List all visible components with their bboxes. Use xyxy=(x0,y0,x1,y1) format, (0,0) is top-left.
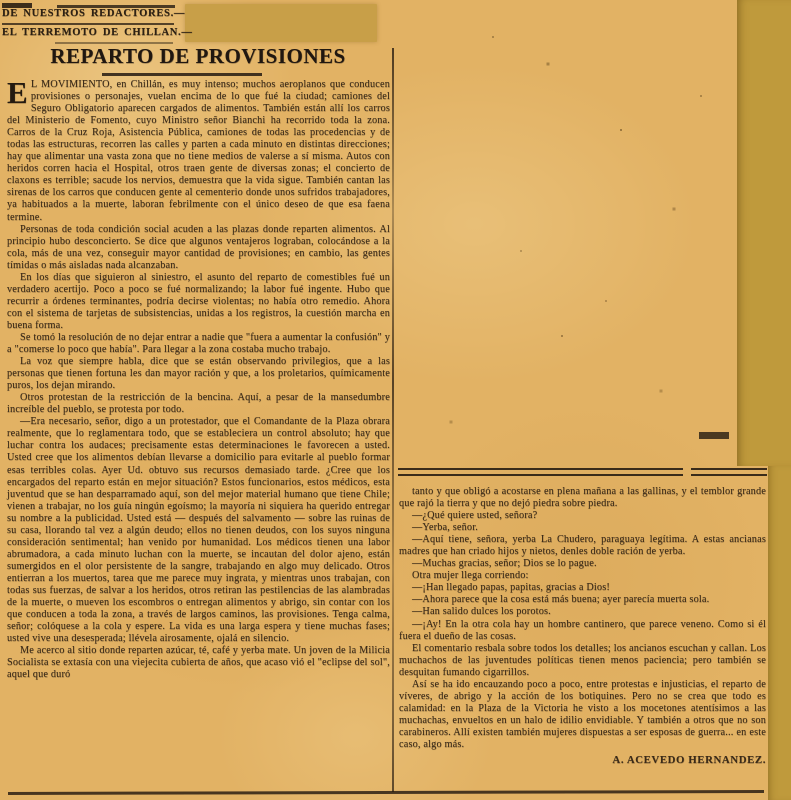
article-paragraph: —Aquí tiene, señora, yerba La Chudero, paraguaya legítima. A estas ancianas madres que han criado hijos y nietos, denles doble ración de yerba. xyxy=(399,534,766,558)
article-paragraph: —Muchas gracias, señor; Dios se lo pague. xyxy=(412,558,597,570)
article-paragraph: —Era necesario, señor, digo a un protestador, que el Comandante de la Plaza obrara realmente, que lo reglamentara todo, que se estableciera un control absoluto; hay que luchar contra los audaces; precisamente estas determinaciones le favorecen a usted. Usted cree que los alimentos debían llevarse a domicilio para evitarle al pueblo formar esas terribles colas. Ayer Ud. obtuvo sus recursos demasiado tarde. ¿Cree que los encargados del reparto están en mejor situación? Estos funcionarios, estos médicos, esta juventud que se han desparramado aquí, son del mejor material humano que tiene Chile; vienen a trabajar, no los guía ningún egoísmo; la mayoría ni siquiera ha querido entregar su nombre a la publicidad. Usted está — después del salvamento — sobre las ruinas de su casa, llorando tal vez a algún deudo; ellos no tienen deudos, con los suyos ninguna consideración sentimental; han venido por humanidad. Los médicos tienen una labor abrumadora, a cada minuto luchan con la muerte, se incautan del dolor ajeno, están sumergidos en el olor persistente de la sangre, trabajando en algo muy delicado. Otros entierran a los muertos, tarea que me parece muy ingrata, y mientras unos trabajan, con todas sus fuerzas, de salvar a los heridos, otros retiran las pestilencias de las alambradas de la muerte, o mueven los escombros o entregan alimentos y abrigo, sin contar con los que conducen a toda la zona, a través de largos caminos, las provisiones. Tenga calma, señor; colóquese a la cola y espere. La vida es una larga espera y tiene muchas fases; usted vive una desesperada; llévela airosamente, ojalá en silencio. xyxy=(7,416,390,645)
article-paragraph: Otros protestan de la restricción de la bencina. Aquí, a pesar de la mansedumbre increíble del pueblo, se protesta por todo. xyxy=(7,392,390,416)
article-paragraph: —Yerba, señor. xyxy=(412,522,478,534)
article-paragraph: La voz que siempre habla, dice que se están observando privilegios, que a las personas que tienen fortuna les dan mayor ración y que, a los proletarios, químicamente puros, los dejan mirando. xyxy=(7,356,390,392)
drop-cap-letter: E xyxy=(7,75,28,110)
headline-rule xyxy=(102,73,262,76)
byline: A. ACEVEDO HERNANDEZ. xyxy=(612,754,766,767)
article-paragraph: —¡Han llegado papas, papitas, gracias a Dios! xyxy=(412,582,610,594)
article-paragraph: —¡Ay! En la otra cola hay un hombre cantinero, que parece veneno. Como si él fuera el dueño de las cosas. xyxy=(399,618,766,642)
kicker-de-nuestros-redactores: DE NUESTROS REDACTORES.— xyxy=(2,8,186,19)
section-divider-double-rule xyxy=(398,468,683,476)
article-paragraph: Personas de toda condición social acuden a las plazas donde reparten alimentos. Al principio hubo desconcierto. Se dice que algunos ventajeros lograban, colocándose a la cola, más de una vez, conseguir mayor cantidad de provisiones; en cambio, las gentes tímidas o más aisladas nada alcanzaban. xyxy=(7,223,390,271)
headline: REPARTO DE PROVISIONES xyxy=(50,44,346,68)
kicker-rule-middle xyxy=(2,23,174,25)
section-divider-double-rule-short xyxy=(691,468,767,476)
article-right-column xyxy=(399,486,766,766)
article-paragraph: En los días que siguieron al siniestro, el asunto del reparto de comestibles fué un verdadero acertijo. Poco a poco se fué normalizando; la labor fué ingente. Hubo que recurrir a órdenes terminantes, podría decirse violentas; no había otro remedio. Ahora con el sistema de tarjetas de subsistencias, unidas a los registros, la cuestión marcha en buena forma. xyxy=(7,271,390,331)
article-paragraph: Me acerco al sitio donde reparten azúcar, té, café y yerba mate. Un joven de la Milicia Socialista se extasía con una viejecita cubierta de años, que acaso vió el "eclipse del sol", aquel que duró xyxy=(7,645,390,681)
kicker-el-terremoto-de-chillan: EL TERREMOTO DE CHILLAN.— xyxy=(2,27,193,38)
article-paragraph: Se tomó la resolución de no dejar entrar a nadie que "fuera a aumentar la confusión" y a "comerse lo poco que había". Para llegar a la zona costaba mucho trabajo. xyxy=(7,331,390,356)
ink-fragment-bar xyxy=(699,432,729,439)
article-paragraph: —Ahora parece que la cosa está más buena; ayer parecía muerta sola. xyxy=(412,594,710,606)
article-paragraph: tanto y que obligó a acostarse en plena mañana a las gallinas, y el temblor grande que rajó la tierra y que no dejó piedra sobre piedra. xyxy=(399,486,766,510)
lead-paragraph: E L MOVIMIENTO, en Chillán, es muy intenso; muchos aeroplanos que conducen provisiones o personajes, vuelan encima de lo que fué la ciudad; camiones del Seguro Obligatorio aparecen cargados de alimentos. También están allí los carros del Ministerio de Fomento, cuyo Ministro señor Bianchi ha recorrido toda la zona. Carros de la Cruz Roja, Asistencia Pública, camiones de todas las procedencias y de todas las estructuras, recorren las calles y parten a cada minuto en distintas direcciones; hay que alimentar una vasta zona que no tiene medios de valerse a sí misma. Autos con heridos corren hacia el Hospital, otros traen gente de diversas zonas; el concierto de claxons es terrible; sacude los nervios, demuestra que la vida sigue. También cantan las sirenas de los carros que conducen gente al cementerio donde unos sufridos trabajadores, ya habituados a la muerte, laboran febrilmente con el único deseo de que esa faena termine. xyxy=(7,75,390,223)
article-paragraph: El comentario resbala sobre todos los detalles; los ancianos escuchan y callan. Los muchachos de las juventudes políticas tienen menos paciencia; pero también se desquitan fumando cigarrillos. xyxy=(399,642,766,678)
article-paragraph: Otra mujer llega corriendo: xyxy=(412,570,529,582)
bottom-edge-rule xyxy=(8,790,764,795)
article-paragraph: —¿Qué quiere usted, señora? xyxy=(412,510,538,522)
article-paragraph: Así se ha ido encauzando poco a poco, entre protestas e injusticias, el reparto de víveres, de abrigo y la acción de los botiquines. Pero no se crea que todo es calamidad: en la Plaza de la Victoria he visto a los mocetones atentísimos a las muchachas, envueltos en un halo de idilio envidiable. Y también a otros que no son carabineros. Allí existen también mujeres dispuestas a ser esposas de guerra... en este caso, algo más. xyxy=(399,678,766,750)
dark-backing-band-top-right xyxy=(737,0,791,466)
paper-specks xyxy=(0,0,2,2)
masked-block xyxy=(185,4,377,42)
column-divider-rule xyxy=(392,48,394,792)
article-paragraph: —Han salido dulces los porotos. xyxy=(412,606,551,618)
article-left-column xyxy=(7,75,390,681)
dark-backing-band-bottom-right xyxy=(768,466,791,800)
